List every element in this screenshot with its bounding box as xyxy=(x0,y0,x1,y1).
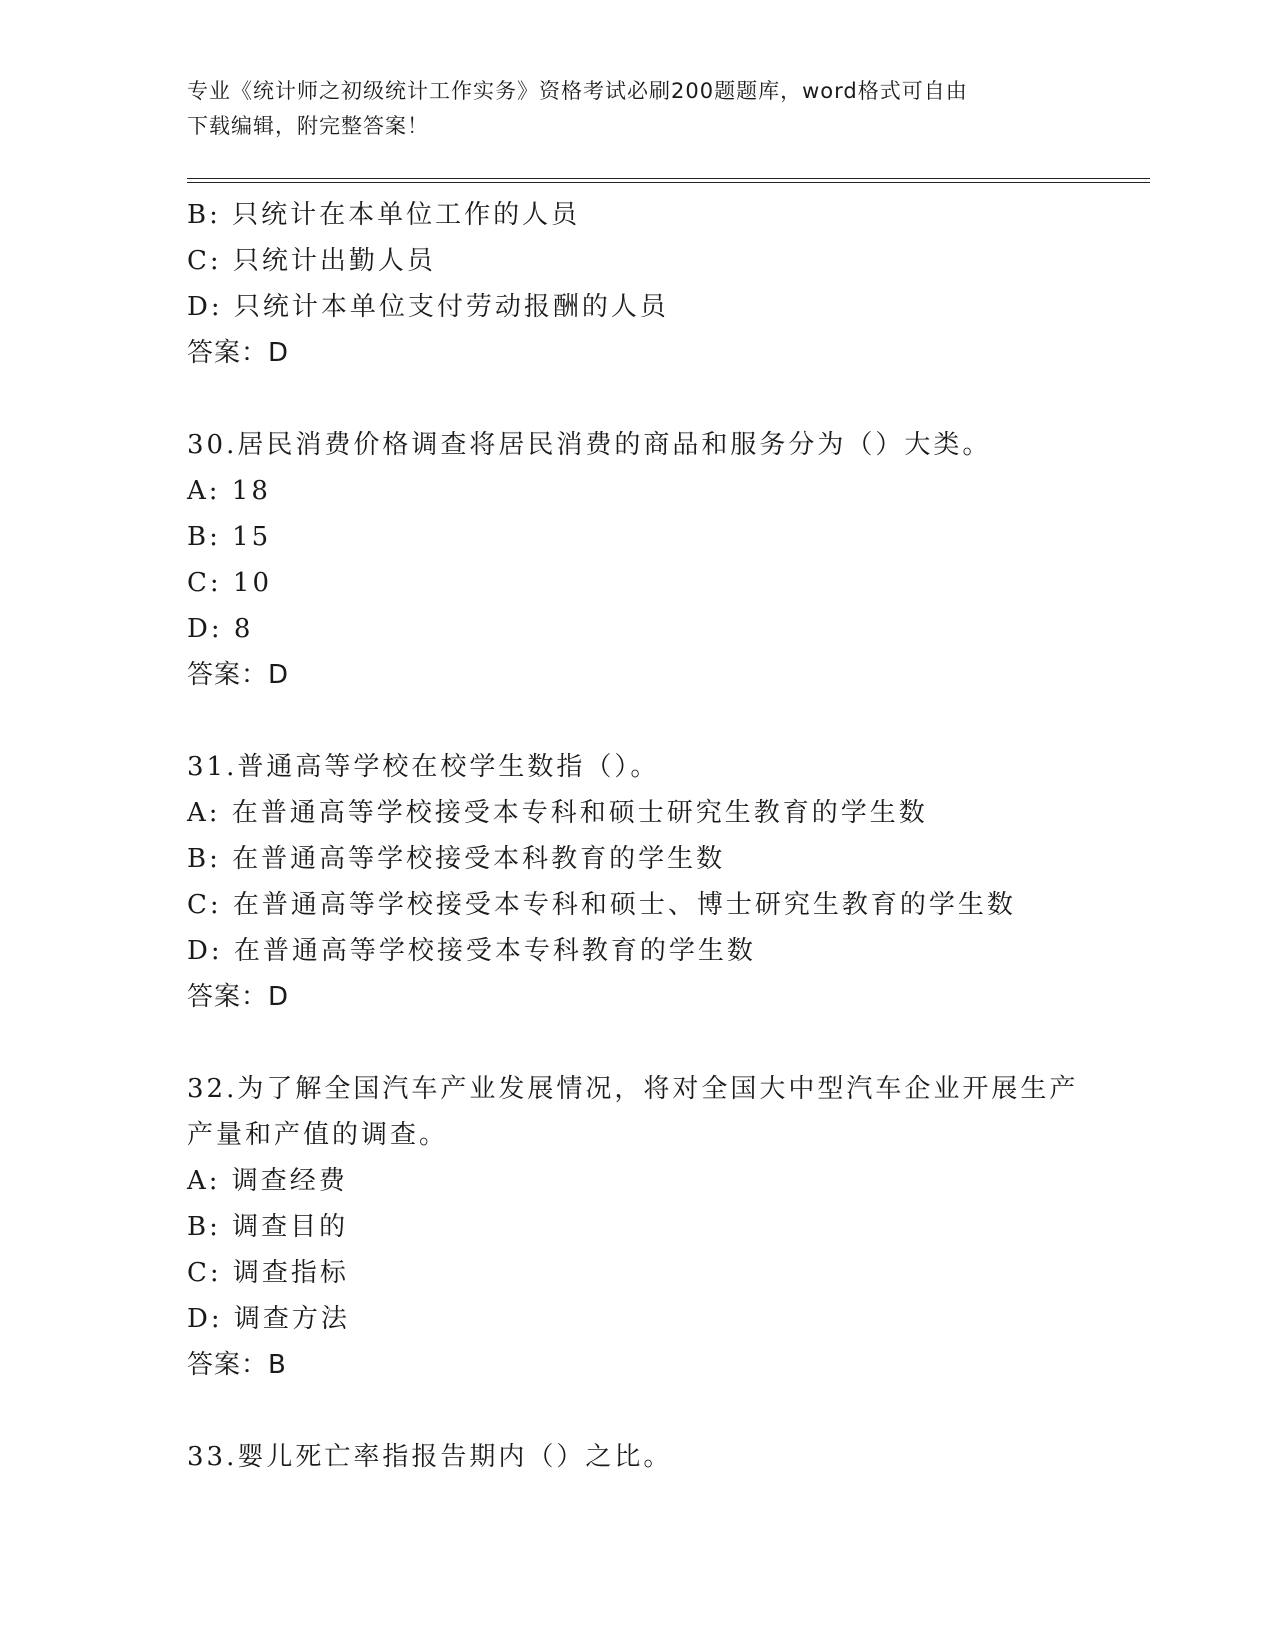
option-d: D: 8 xyxy=(187,614,254,644)
document-header xyxy=(187,74,1067,144)
option-c: C: 只统计出勤人员 xyxy=(187,246,436,276)
option-a: A: 调查经费 xyxy=(187,1166,348,1196)
question-stem: 30.居民消费价格调查将居民消费的商品和服务分为（）大类。 xyxy=(187,430,992,460)
option-b: B: 15 xyxy=(187,522,272,552)
answer-line: 答案：D xyxy=(187,338,290,368)
question-list xyxy=(187,192,1087,1480)
option-d: D: 只统计本单位支付劳动报酬的人员 xyxy=(187,292,669,322)
header-divider-top xyxy=(187,178,1150,179)
option-b: B: 调查目的 xyxy=(187,1212,349,1242)
question-stem: 31.普通高等学校在校学生数指（）。 xyxy=(187,752,660,782)
blank-line xyxy=(187,376,1087,422)
answer-line: 答案：D xyxy=(187,660,290,690)
question-stem: 33.婴儿死亡率指报告期内（）之比。 xyxy=(187,1442,673,1472)
answer-line: 答案：D xyxy=(187,982,290,1012)
question-stem: 32.为了解全国汽车产业发展情况，将对全国大中型汽车企业开展生产 xyxy=(187,1074,1079,1104)
answer-line: 答案：B xyxy=(187,1350,287,1380)
blank-line xyxy=(187,698,1087,744)
option-a: A: 18 xyxy=(187,476,271,506)
header-divider-bottom xyxy=(187,182,1150,183)
option-a: A: 在普通高等学校接受本专科和硕士研究生教育的学生数 xyxy=(187,798,928,828)
option-c: C: 调查指标 xyxy=(187,1258,349,1288)
blank-line xyxy=(187,1388,1087,1434)
option-d: D: 调查方法 xyxy=(187,1304,350,1334)
option-c: C: 在普通高等学校接受本专科和硕士、博士研究生教育的学生数 xyxy=(187,890,1016,920)
blank-line xyxy=(187,1020,1087,1066)
option-b: B: 在普通高等学校接受本科教育的学生数 xyxy=(187,844,726,874)
option-d: D: 在普通高等学校接受本专科教育的学生数 xyxy=(187,936,756,966)
question-text: 产量和产值的调查。 xyxy=(187,1120,449,1150)
header-line-1: 专业《统计师之初级统计工作实务》资格考试必刷200题题库，word格式可自由 xyxy=(187,79,968,103)
header-line-2: 下载编辑，附完整答案！ xyxy=(187,114,429,138)
option-b: B: 只统计在本单位工作的人员 xyxy=(187,200,581,230)
option-c: C: 10 xyxy=(187,568,273,598)
